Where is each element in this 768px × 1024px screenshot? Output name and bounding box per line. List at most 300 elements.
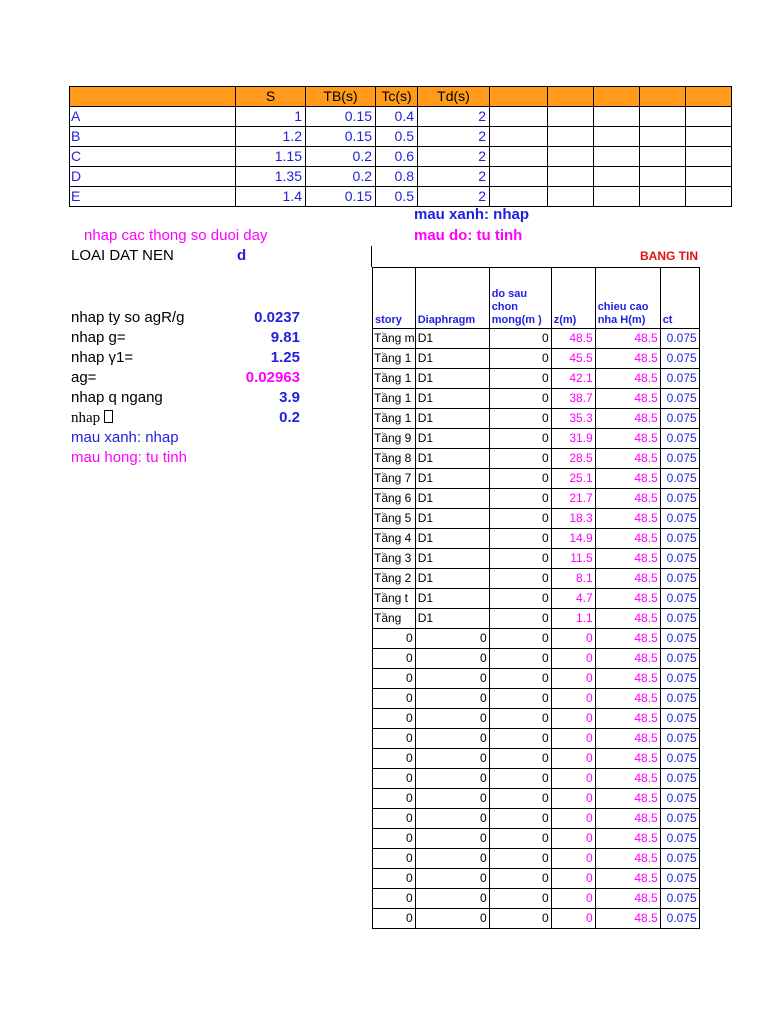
empty-cell[interactable] — [686, 127, 732, 147]
header-cell[interactable] — [548, 87, 594, 107]
ct-cell[interactable]: 0.075 — [660, 569, 699, 589]
z-cell[interactable]: 45.5 — [551, 349, 595, 369]
legend-mau-xanh: mau xanh: nhap — [71, 429, 179, 446]
diaphragm-cell[interactable]: 0 — [415, 869, 489, 889]
empty-cell[interactable] — [490, 147, 548, 167]
h-cell[interactable]: 48.5 — [595, 629, 660, 649]
story-table-row — [373, 689, 700, 709]
soil-tb-cell[interactable]: 0.2 — [306, 167, 376, 187]
ct-cell[interactable]: 0.075 — [660, 489, 699, 509]
diaphragm-cell[interactable]: 0 — [415, 769, 489, 789]
beta-value[interactable]: 0.2 — [279, 409, 300, 426]
ct-cell[interactable]: 0.075 — [660, 509, 699, 529]
z-cell[interactable]: 0 — [551, 849, 595, 869]
do-sau-cell[interactable]: 0 — [489, 509, 551, 529]
ct-cell[interactable]: 0.075 — [660, 329, 699, 349]
diaphragm-cell[interactable]: D1 — [415, 589, 489, 609]
soil-tc-cell[interactable]: 0.5 — [376, 127, 418, 147]
story-cell[interactable]: 0 — [373, 749, 416, 769]
empty-cell[interactable] — [640, 107, 686, 127]
story-cell[interactable]: Tầng 4 — [373, 529, 416, 549]
story-table-row — [373, 429, 700, 449]
z-cell[interactable]: 25.1 — [551, 469, 595, 489]
diaphragm-cell[interactable]: D1 — [415, 369, 489, 389]
z-cell[interactable]: 0 — [551, 869, 595, 889]
h-cell[interactable]: 48.5 — [595, 589, 660, 609]
h-cell[interactable]: 48.5 — [595, 349, 660, 369]
story-table-row — [373, 449, 700, 469]
h-cell[interactable]: 48.5 — [595, 789, 660, 809]
h-cell[interactable]: 48.5 — [595, 389, 660, 409]
ct-cell[interactable]: 0.075 — [660, 629, 699, 649]
ct-cell[interactable]: 0.075 — [660, 749, 699, 769]
h-cell[interactable]: 48.5 — [595, 409, 660, 429]
soil-s-cell[interactable]: 1.4 — [236, 187, 306, 207]
ct-cell[interactable]: 0.075 — [660, 649, 699, 669]
story-table-row — [373, 789, 700, 809]
empty-cell[interactable] — [548, 107, 594, 127]
do-sau-cell[interactable]: 0 — [489, 849, 551, 869]
h-cell[interactable]: 48.5 — [595, 869, 660, 889]
beta-label — [71, 408, 113, 428]
diaphragm-cell[interactable]: 0 — [415, 689, 489, 709]
h-cell[interactable]: 48.5 — [595, 509, 660, 529]
ct-cell[interactable]: 0.075 — [660, 369, 699, 389]
empty-cell[interactable] — [548, 167, 594, 187]
g-value[interactable]: 9.81 — [270, 329, 300, 346]
diaphragm-cell[interactable]: 0 — [415, 709, 489, 729]
story-cell[interactable]: 0 — [373, 809, 416, 829]
z-cell[interactable]: 0 — [551, 749, 595, 769]
header-cell[interactable] — [686, 87, 732, 107]
soil-s-cell[interactable]: 1 — [236, 107, 306, 127]
do-sau-cell[interactable]: 0 — [489, 569, 551, 589]
empty-cell[interactable] — [686, 167, 732, 187]
story-cell[interactable]: Tầng 8 — [373, 449, 416, 469]
z-cell[interactable]: 1.1 — [551, 609, 595, 629]
soil-tc-cell[interactable]: 0.6 — [376, 147, 418, 167]
do-sau-cell[interactable]: 0 — [489, 649, 551, 669]
do-sau-cell[interactable]: 0 — [489, 449, 551, 469]
story-table-row — [373, 349, 700, 369]
story-cell[interactable]: 0 — [373, 649, 416, 669]
ct-cell[interactable]: 0.075 — [660, 529, 699, 549]
soil-tb-cell[interactable]: 0.15 — [306, 127, 376, 147]
z-cell[interactable]: 18.3 — [551, 509, 595, 529]
h-cell[interactable]: 48.5 — [595, 849, 660, 869]
story-table-row — [373, 529, 700, 549]
h-cell[interactable]: 48.5 — [595, 329, 660, 349]
z-cell[interactable]: 0 — [551, 809, 595, 829]
header-cell[interactable] — [640, 87, 686, 107]
diaphragm-cell[interactable]: 0 — [415, 729, 489, 749]
empty-cell[interactable] — [490, 107, 548, 127]
h-cell[interactable]: 48.5 — [595, 669, 660, 689]
z-cell[interactable]: 0 — [551, 889, 595, 909]
soil-tc-cell[interactable]: 0.5 — [376, 187, 418, 207]
soil-table-row — [70, 127, 732, 147]
header-cell-tc[interactable]: Tc(s) — [376, 87, 418, 107]
story-cell[interactable]: 0 — [373, 709, 416, 729]
h-cell[interactable]: 48.5 — [595, 889, 660, 909]
story-table — [372, 267, 700, 929]
story-cell[interactable]: Tầng 1 — [373, 409, 416, 429]
z-cell[interactable]: 0 — [551, 709, 595, 729]
diaphragm-cell[interactable]: D1 — [415, 489, 489, 509]
z-cell[interactable]: 0 — [551, 629, 595, 649]
header-diaphragm[interactable]: Diaphragm — [415, 268, 489, 329]
ag-value: 0.02963 — [245, 369, 300, 386]
legend-mau-hong: mau hong: tu tinh — [71, 449, 187, 466]
h-cell[interactable]: 48.5 — [595, 749, 660, 769]
z-cell[interactable]: 21.7 — [551, 489, 595, 509]
header-cell-tb[interactable]: TB(s) — [306, 87, 376, 107]
do-sau-cell[interactable]: 0 — [489, 709, 551, 729]
h-cell[interactable]: 48.5 — [595, 369, 660, 389]
soil-label-cell[interactable]: D — [70, 167, 236, 187]
story-cell[interactable]: 0 — [373, 889, 416, 909]
story-table-row — [373, 389, 700, 409]
diaphragm-cell[interactable]: 0 — [415, 789, 489, 809]
h-cell[interactable]: 48.5 — [595, 469, 660, 489]
h-cell[interactable]: 48.5 — [595, 909, 660, 929]
z-cell[interactable]: 14.9 — [551, 529, 595, 549]
header-h[interactable]: chieu cao nha H(m) — [595, 268, 660, 329]
soil-table-row — [70, 147, 732, 167]
soil-tc-cell[interactable]: 0.4 — [376, 107, 418, 127]
diaphragm-cell[interactable]: D1 — [415, 329, 489, 349]
diaphragm-cell[interactable]: 0 — [415, 629, 489, 649]
empty-cell[interactable] — [640, 147, 686, 167]
diaphragm-cell[interactable]: 0 — [415, 849, 489, 869]
do-sau-cell[interactable]: 0 — [489, 769, 551, 789]
empty-cell[interactable] — [490, 127, 548, 147]
story-table-row — [373, 909, 700, 929]
do-sau-cell[interactable]: 0 — [489, 809, 551, 829]
h-cell[interactable]: 48.5 — [595, 529, 660, 549]
story-table-row — [373, 329, 700, 349]
story-table-row — [373, 849, 700, 869]
do-sau-cell[interactable]: 0 — [489, 889, 551, 909]
diaphragm-cell[interactable]: 0 — [415, 749, 489, 769]
do-sau-cell[interactable]: 0 — [489, 829, 551, 849]
story-table-row — [373, 729, 700, 749]
empty-cell[interactable] — [640, 167, 686, 187]
note-mau-do: mau do: tu tinh — [414, 227, 523, 244]
header-cell-td[interactable]: Td(s) — [418, 87, 490, 107]
diaphragm-cell[interactable]: D1 — [415, 349, 489, 369]
diaphragm-cell[interactable]: D1 — [415, 529, 489, 549]
diaphragm-cell[interactable]: D1 — [415, 609, 489, 629]
ct-cell[interactable]: 0.075 — [660, 829, 699, 849]
diaphragm-cell[interactable]: D1 — [415, 389, 489, 409]
do-sau-cell[interactable]: 0 — [489, 869, 551, 889]
soil-td-cell[interactable]: 2 — [418, 107, 490, 127]
soil-s-cell[interactable]: 1.2 — [236, 127, 306, 147]
empty-cell[interactable] — [640, 127, 686, 147]
story-cell[interactable]: Tầng 1 — [373, 369, 416, 389]
ct-cell[interactable]: 0.075 — [660, 469, 699, 489]
soil-label-cell[interactable]: C — [70, 147, 236, 167]
agr-value[interactable]: 0.0237 — [254, 309, 300, 326]
diaphragm-cell[interactable]: 0 — [415, 889, 489, 909]
do-sau-cell[interactable]: 0 — [489, 489, 551, 509]
beta-label-text: nhap — [71, 410, 104, 426]
story-table-row — [373, 749, 700, 769]
ct-cell[interactable]: 0.075 — [660, 769, 699, 789]
do-sau-cell[interactable]: 0 — [489, 369, 551, 389]
note-nhap-cac: nhap cac thong so duoi day — [84, 227, 268, 244]
ct-cell[interactable]: 0.075 — [660, 409, 699, 429]
loai-dat-value[interactable]: d — [237, 247, 247, 264]
h-cell[interactable]: 48.5 — [595, 709, 660, 729]
do-sau-cell[interactable]: 0 — [489, 789, 551, 809]
do-sau-cell[interactable]: 0 — [489, 469, 551, 489]
empty-cell[interactable] — [594, 127, 640, 147]
story-table-row — [373, 889, 700, 909]
story-cell[interactable]: Tầng 1 — [373, 349, 416, 369]
empty-cell[interactable] — [594, 187, 640, 207]
story-cell[interactable]: 0 — [373, 789, 416, 809]
story-cell[interactable]: Tầng 3 — [373, 549, 416, 569]
header-cell[interactable] — [490, 87, 548, 107]
ct-cell[interactable]: 0.075 — [660, 429, 699, 449]
h-cell[interactable]: 48.5 — [595, 829, 660, 849]
empty-cell[interactable] — [686, 147, 732, 167]
empty-cell[interactable] — [640, 187, 686, 207]
h-cell[interactable]: 48.5 — [595, 569, 660, 589]
missing-glyph-icon — [104, 410, 113, 423]
diaphragm-cell[interactable]: D1 — [415, 469, 489, 489]
do-sau-cell[interactable]: 0 — [489, 429, 551, 449]
soil-tb-cell[interactable]: 0.15 — [306, 107, 376, 127]
header-story[interactable]: story — [373, 268, 416, 329]
do-sau-cell[interactable]: 0 — [489, 669, 551, 689]
empty-cell[interactable] — [490, 187, 548, 207]
diaphragm-cell[interactable]: D1 — [415, 549, 489, 569]
ct-cell[interactable]: 0.075 — [660, 669, 699, 689]
diaphragm-cell[interactable]: D1 — [415, 429, 489, 449]
empty-cell[interactable] — [594, 167, 640, 187]
q-label: nhap q ngang — [71, 389, 163, 406]
story-cell[interactable]: 0 — [373, 669, 416, 689]
do-sau-cell[interactable]: 0 — [489, 729, 551, 749]
diaphragm-cell[interactable]: 0 — [415, 669, 489, 689]
z-cell[interactable]: 31.9 — [551, 429, 595, 449]
ct-cell[interactable]: 0.075 — [660, 449, 699, 469]
soil-s-cell[interactable]: 1.35 — [236, 167, 306, 187]
ct-cell[interactable]: 0.075 — [660, 709, 699, 729]
z-cell[interactable]: 8.1 — [551, 569, 595, 589]
story-table-row — [373, 769, 700, 789]
z-cell[interactable]: 28.5 — [551, 449, 595, 469]
h-cell[interactable]: 48.5 — [595, 769, 660, 789]
ct-cell[interactable]: 0.075 — [660, 549, 699, 569]
ag-label: ag= — [71, 369, 97, 386]
ct-cell[interactable]: 0.075 — [660, 689, 699, 709]
empty-cell[interactable] — [548, 187, 594, 207]
ct-cell[interactable]: 0.075 — [660, 889, 699, 909]
h-cell[interactable]: 48.5 — [595, 809, 660, 829]
empty-cell[interactable] — [594, 107, 640, 127]
story-table-header-row — [373, 268, 700, 329]
header-cell[interactable] — [594, 87, 640, 107]
soil-tb-cell[interactable]: 0.2 — [306, 147, 376, 167]
diaphragm-cell[interactable]: D1 — [415, 449, 489, 469]
ct-cell[interactable]: 0.075 — [660, 869, 699, 889]
empty-cell[interactable] — [548, 127, 594, 147]
ct-cell[interactable]: 0.075 — [660, 789, 699, 809]
z-cell[interactable]: 0 — [551, 829, 595, 849]
z-cell[interactable]: 0 — [551, 909, 595, 929]
diaphragm-cell[interactable]: D1 — [415, 569, 489, 589]
soil-label-cell[interactable]: A — [70, 107, 236, 127]
z-cell[interactable]: 0 — [551, 789, 595, 809]
story-cell[interactable]: Tầng 9 — [373, 429, 416, 449]
empty-cell[interactable] — [686, 107, 732, 127]
story-cell[interactable]: Tầng 5 — [373, 509, 416, 529]
z-cell[interactable]: 0 — [551, 689, 595, 709]
story-table-row — [373, 669, 700, 689]
story-cell[interactable]: Tầng 6 — [373, 489, 416, 509]
soil-label-cell[interactable]: E — [70, 187, 236, 207]
story-table-row — [373, 589, 700, 609]
soil-s-cell[interactable]: 1.15 — [236, 147, 306, 167]
do-sau-cell[interactable]: 0 — [489, 529, 551, 549]
diaphragm-cell[interactable]: D1 — [415, 509, 489, 529]
do-sau-cell[interactable]: 0 — [489, 749, 551, 769]
do-sau-cell[interactable]: 0 — [489, 609, 551, 629]
h-cell[interactable]: 48.5 — [595, 649, 660, 669]
story-cell[interactable]: 0 — [373, 849, 416, 869]
do-sau-cell[interactable]: 0 — [489, 389, 551, 409]
story-table-row — [373, 409, 700, 429]
z-cell[interactable]: 4.7 — [551, 589, 595, 609]
ct-cell[interactable]: 0.075 — [660, 809, 699, 829]
do-sau-cell[interactable]: 0 — [489, 409, 551, 429]
empty-cell[interactable] — [548, 147, 594, 167]
header-cell[interactable] — [70, 87, 236, 107]
story-table-row — [373, 569, 700, 589]
story-cell[interactable]: Tầng — [373, 609, 416, 629]
h-cell[interactable]: 48.5 — [595, 609, 660, 629]
do-sau-cell[interactable]: 0 — [489, 629, 551, 649]
g-label: nhap g= — [71, 329, 126, 346]
do-sau-cell[interactable]: 0 — [489, 549, 551, 569]
h-cell[interactable]: 48.5 — [595, 489, 660, 509]
header-ct[interactable]: ct — [660, 268, 699, 329]
soil-type-table — [69, 86, 732, 207]
empty-cell[interactable] — [594, 147, 640, 167]
ct-cell[interactable]: 0.075 — [660, 909, 699, 929]
ct-cell[interactable]: 0.075 — [660, 389, 699, 409]
soil-label-cell[interactable]: B — [70, 127, 236, 147]
h-cell[interactable]: 48.5 — [595, 429, 660, 449]
story-table-row — [373, 509, 700, 529]
story-cell[interactable]: 0 — [373, 629, 416, 649]
diaphragm-cell[interactable]: 0 — [415, 809, 489, 829]
z-cell[interactable]: 11.5 — [551, 549, 595, 569]
diaphragm-cell[interactable]: 0 — [415, 909, 489, 929]
diaphragm-cell[interactable]: 0 — [415, 829, 489, 849]
h-cell[interactable]: 48.5 — [595, 689, 660, 709]
ct-cell[interactable]: 0.075 — [660, 729, 699, 749]
story-cell[interactable]: Tầng 2 — [373, 569, 416, 589]
z-cell[interactable]: 35.3 — [551, 409, 595, 429]
ct-cell[interactable]: 0.075 — [660, 349, 699, 369]
story-table-row — [373, 869, 700, 889]
soil-td-cell[interactable]: 2 — [418, 127, 490, 147]
empty-cell[interactable] — [686, 187, 732, 207]
note-mau-xanh: mau xanh: nhap — [414, 206, 530, 223]
ct-cell[interactable]: 0.075 — [660, 589, 699, 609]
z-cell[interactable]: 38.7 — [551, 389, 595, 409]
story-cell[interactable]: Tầng m — [373, 329, 416, 349]
y1-value[interactable]: 1.25 — [270, 349, 300, 366]
story-table-row — [373, 829, 700, 849]
h-cell[interactable]: 48.5 — [595, 729, 660, 749]
soil-td-cell[interactable]: 2 — [418, 187, 490, 207]
story-cell[interactable]: 0 — [373, 769, 416, 789]
story-cell[interactable]: 0 — [373, 869, 416, 889]
ct-cell[interactable]: 0.075 — [660, 609, 699, 629]
soil-table-header-row — [70, 87, 732, 107]
story-table-row — [373, 469, 700, 489]
story-cell[interactable]: 0 — [373, 689, 416, 709]
diaphragm-cell[interactable]: D1 — [415, 409, 489, 429]
story-cell[interactable]: 0 — [373, 729, 416, 749]
story-cell[interactable]: Tầng 7 — [373, 469, 416, 489]
story-cell[interactable]: 0 — [373, 829, 416, 849]
header-do-sau[interactable]: do sau chon mong(m ) — [489, 268, 551, 329]
header-z[interactable]: z(m) — [551, 268, 595, 329]
story-cell[interactable]: 0 — [373, 909, 416, 929]
story-cell[interactable]: Tầng 1 — [373, 389, 416, 409]
header-cell-s[interactable]: S — [236, 87, 306, 107]
soil-tb-cell[interactable]: 0.15 — [306, 187, 376, 207]
story-cell[interactable]: Tầng t — [373, 589, 416, 609]
z-cell[interactable]: 42.1 — [551, 369, 595, 389]
ct-cell[interactable]: 0.075 — [660, 849, 699, 869]
z-cell[interactable]: 48.5 — [551, 329, 595, 349]
story-table-row — [373, 649, 700, 669]
soil-table-row — [70, 167, 732, 187]
z-cell[interactable]: 0 — [551, 729, 595, 749]
z-cell[interactable]: 0 — [551, 649, 595, 669]
do-sau-cell[interactable]: 0 — [489, 349, 551, 369]
soil-td-cell[interactable]: 2 — [418, 147, 490, 167]
story-table-row — [373, 369, 700, 389]
do-sau-cell[interactable]: 0 — [489, 689, 551, 709]
story-table-row — [373, 609, 700, 629]
story-table-title-row — [371, 246, 698, 267]
story-table-row — [373, 629, 700, 649]
diaphragm-cell[interactable]: 0 — [415, 649, 489, 669]
y1-label: nhap γ1= — [71, 349, 134, 366]
h-cell[interactable]: 48.5 — [595, 549, 660, 569]
empty-cell[interactable] — [490, 167, 548, 187]
z-cell[interactable]: 0 — [551, 769, 595, 789]
bang-tin-title: BANG TIN — [640, 249, 698, 263]
do-sau-cell[interactable]: 0 — [489, 329, 551, 349]
q-value[interactable]: 3.9 — [279, 389, 300, 406]
soil-tc-cell[interactable]: 0.8 — [376, 167, 418, 187]
do-sau-cell[interactable]: 0 — [489, 909, 551, 929]
do-sau-cell[interactable]: 0 — [489, 589, 551, 609]
soil-td-cell[interactable]: 2 — [418, 167, 490, 187]
h-cell[interactable]: 48.5 — [595, 449, 660, 469]
z-cell[interactable]: 0 — [551, 669, 595, 689]
